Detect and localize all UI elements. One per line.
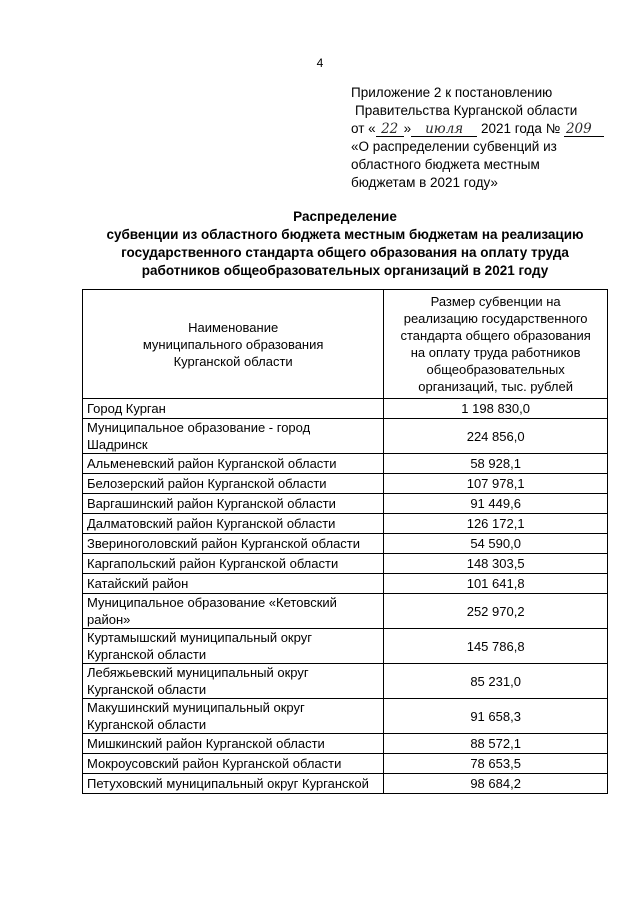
table-row: [83, 554, 608, 574]
header-col-amount-line: Размер субвенции на: [430, 294, 561, 309]
municipality-name-cell: [83, 699, 384, 734]
page-number: 4: [316, 56, 324, 70]
table-row: [83, 474, 608, 494]
municipality-name-line: Курганской области: [87, 647, 207, 662]
appendix-line-6: бюджетам в 2021 году»: [351, 175, 498, 190]
subsidy-amount-cell: 107 978,1: [384, 474, 608, 494]
subsidy-amount-cell: 224 856,0: [384, 419, 608, 454]
header-col-name: [83, 290, 384, 399]
municipality-name-cell: [83, 454, 384, 474]
municipality-name-line: Муниципальное образование - город: [87, 420, 311, 435]
title-line-4: работников общеобразовательных организаций в 2021 году: [141, 263, 549, 278]
handwritten-number: 209: [564, 122, 604, 137]
municipality-name-line: Лебяжьевский муниципальный округ: [87, 665, 309, 680]
table-row: [83, 454, 608, 474]
subsidy-amount-cell: 88 572,1: [384, 734, 608, 754]
municipality-name-cell: [83, 664, 384, 699]
municipality-name-cell: [83, 474, 384, 494]
date-year: 2021 года №: [480, 121, 561, 136]
municipality-name-line: Город Курган: [87, 401, 166, 416]
table-row: [83, 399, 608, 419]
table-row: [83, 699, 608, 734]
subsidy-amount-cell: 126 172,1: [384, 514, 608, 534]
subsidy-amount-cell: 85 231,0: [384, 664, 608, 699]
table-row: [83, 534, 608, 554]
appendix-line-5: областного бюджета местным: [351, 157, 540, 172]
municipality-name-cell: [83, 514, 384, 534]
table-row: [83, 754, 608, 774]
header-col-amount-line: организаций, тыс. рублей: [418, 379, 573, 394]
title-line-2: субвенции из областного бюджета местным бюджетам на реализацию: [106, 227, 584, 242]
municipality-name-line: Катайский район: [87, 576, 189, 591]
municipality-name-cell: [83, 594, 384, 629]
header-col-amount-line: реализацию государственного: [403, 311, 588, 326]
header-col-name-line: муниципального образования: [142, 336, 324, 352]
subsidy-amount-cell: 54 590,0: [384, 534, 608, 554]
title-line-1: Распределение: [293, 209, 397, 224]
municipality-name-cell: [83, 554, 384, 574]
table-row: [83, 734, 608, 754]
table-row: [83, 514, 608, 534]
date-mid: »: [403, 121, 412, 136]
subsidy-amount-cell: 148 303,5: [384, 554, 608, 574]
appendix-line-4: «О распределении субвенций из: [351, 139, 557, 154]
municipality-name-line: Курганской области: [87, 682, 207, 697]
title-line-3: государственного стандарта общего образования на оплату труда: [121, 245, 569, 260]
handwritten-month: июля: [411, 122, 477, 137]
municipality-name-cell: [83, 754, 384, 774]
municipality-name-cell: [83, 574, 384, 594]
subsidy-amount-cell: 58 928,1: [384, 454, 608, 474]
subsidy-amount-cell: 252 970,2: [384, 594, 608, 629]
municipality-name-line: Курганской области: [87, 717, 207, 732]
table-row: [83, 419, 608, 454]
appendix-line-2: Правительства Курганской области: [355, 103, 578, 118]
municipality-name-line: Куртамышский муниципальный округ: [87, 630, 312, 645]
header-col-name-line: Курганской области: [173, 353, 293, 369]
municipality-name-line: Мокроусовский район Курганской области: [87, 756, 342, 771]
subsidy-amount-cell: 91 449,6: [384, 494, 608, 514]
municipality-name-line: Звериноголовский район Курганской области: [87, 536, 361, 551]
municipality-name-line: Альменевский район Курганской области: [87, 456, 337, 471]
subsidy-amount-cell: 98 684,2: [384, 774, 608, 794]
municipality-name-line: район»: [87, 612, 131, 627]
municipality-name-line: Мишкинский район Курганской области: [87, 736, 325, 751]
table-body: [83, 399, 608, 794]
table-header-row: [83, 290, 608, 399]
municipality-name-line: Муниципальное образование «Кетовский: [87, 595, 337, 610]
table-row: [83, 594, 608, 629]
appendix-block: [351, 84, 604, 192]
municipality-name-cell: [83, 629, 384, 664]
table-row: [83, 574, 608, 594]
municipality-name-line: Каргапольский район Курганской области: [87, 556, 339, 571]
table-row: [83, 629, 608, 664]
header-col-amount-line: стандарта общего образования: [400, 328, 591, 343]
municipality-name-cell: [83, 494, 384, 514]
document-title: [60, 208, 630, 280]
table-row: [83, 664, 608, 699]
subsidy-amount-cell: 91 658,3: [384, 699, 608, 734]
municipality-name-line: Макушинский муниципальный округ: [87, 700, 305, 715]
subsidy-amount-cell: 101 641,8: [384, 574, 608, 594]
municipality-name-cell: [83, 399, 384, 419]
handwritten-day: 22: [376, 122, 404, 137]
header-col-amount-line: общеобразовательных: [426, 362, 565, 377]
subsidy-table: [82, 289, 608, 794]
municipality-name-line: Варгашинский район Курганской области: [87, 496, 336, 511]
appendix-date-line: [351, 120, 604, 138]
date-prefix: от «: [351, 121, 376, 136]
subsidy-amount-cell: 145 786,8: [384, 629, 608, 664]
header-col-name-line: Наименование: [188, 319, 279, 335]
header-col-amount: [384, 290, 608, 399]
table-row: [83, 494, 608, 514]
municipality-name-cell: [83, 534, 384, 554]
municipality-name-cell: [83, 774, 384, 794]
municipality-name-line: Шадринск: [87, 437, 148, 452]
municipality-name-cell: [83, 419, 384, 454]
table-row: [83, 774, 608, 794]
municipality-name-cell: [83, 734, 384, 754]
header-col-amount-line: на оплату труда работников: [410, 345, 581, 360]
appendix-line-1: Приложение 2 к постановлению: [351, 85, 553, 100]
subsidy-amount-cell: 78 653,5: [384, 754, 608, 774]
subsidy-amount-cell: 1 198 830,0: [384, 399, 608, 419]
municipality-name-line: Далматовский район Курганской области: [87, 516, 336, 531]
municipality-name-line: Петуховский муниципальный округ Курганской: [87, 776, 369, 791]
municipality-name-line: Белозерский район Курганской области: [87, 476, 327, 491]
